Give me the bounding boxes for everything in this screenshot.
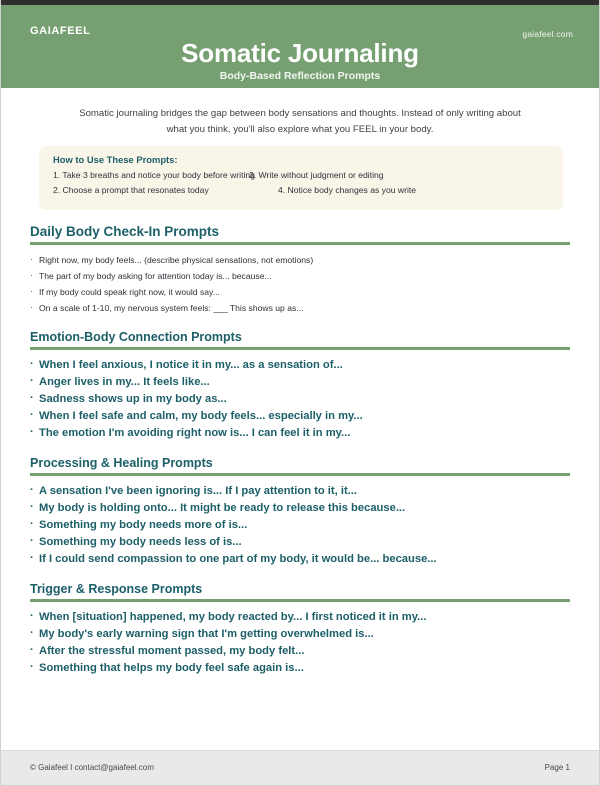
- prompt-item: · Something my body needs less of is...: [30, 534, 570, 551]
- how-to-step: 3. Write without judgment or editing: [249, 170, 384, 180]
- prompt-item: · When I feel safe and calm, my body feels... especially in my...: [30, 408, 570, 425]
- how-to-step: 2. Choose a prompt that resonates today: [53, 185, 209, 195]
- section-divider: [30, 599, 570, 602]
- how-to-step: 4. Notice body changes as you write: [278, 185, 417, 195]
- prompt-list: [30, 483, 570, 568]
- section-heading: Processing & Healing Prompts: [30, 456, 213, 471]
- prompt-item: · Something that helps my body feel safe again is...: [30, 660, 570, 677]
- page-footer: [1, 750, 599, 785]
- prompt-item: · Anger lives in my... It feels like...: [30, 374, 570, 391]
- section-heading: Trigger & Response Prompts: [30, 582, 203, 597]
- prompt-item: · When I feel anxious, I notice it in my... as a sensation of...: [30, 357, 570, 374]
- prompt-item: · The part of my body asking for attention today is... because...: [30, 268, 570, 284]
- how-to-use-box: [39, 146, 563, 210]
- page-header: [1, 5, 599, 88]
- page-subtitle: Body-Based Reflection Prompts: [219, 70, 381, 82]
- how-to-use-title: How to Use These Prompts:: [53, 154, 178, 165]
- prompt-item: · Sadness shows up in my body as...: [30, 391, 570, 408]
- website-url: gaiafeel.com: [522, 29, 573, 39]
- section-trigger-response: [30, 582, 570, 677]
- section-emotion-body-connection: [30, 330, 570, 442]
- prompt-list: [30, 252, 570, 317]
- section-heading: Daily Body Check-In Prompts: [30, 223, 220, 239]
- prompt-item: · A sensation I've been ignoring is... If I pay attention to it, it...: [30, 483, 570, 500]
- how-to-step: 1. Take 3 breaths and notice your body before writing: [53, 170, 255, 180]
- prompt-item: · My body's early warning sign that I'm getting overwhelmed is...: [30, 626, 570, 643]
- prompt-item: · My body is holding onto... It might be ready to release this because...: [30, 500, 570, 517]
- footer-copyright: © Gaiafeel I contact@gaiafeel.com: [30, 763, 154, 772]
- section-divider: [30, 473, 570, 476]
- section-heading: Emotion-Body Connection Prompts: [30, 330, 242, 345]
- section-divider: [30, 242, 570, 245]
- page-title: Somatic Journaling: [181, 38, 419, 68]
- section-processing-healing: [30, 456, 570, 568]
- prompt-item: · On a scale of 1-10, my nervous system feels: ___ This shows up as...: [30, 300, 570, 316]
- footer-page-number: Page 1: [544, 763, 570, 772]
- prompt-item: · Right now, my body feels... (describe physical sensations, not emotions): [30, 252, 570, 268]
- section-divider: [30, 347, 570, 350]
- brand-logo: GAIAFEEL: [30, 25, 91, 37]
- prompt-list: [30, 357, 570, 442]
- prompt-list: [30, 609, 570, 677]
- prompt-item: · If my body could speak right now, it would say...: [30, 284, 570, 300]
- section-daily-body-check-in: [30, 224, 570, 317]
- prompt-item: · Something my body needs more of is...: [30, 517, 570, 534]
- prompt-item: · After the stressful moment passed, my body felt...: [30, 643, 570, 660]
- prompt-item: · If I could send compassion to one part of my body, it would be... because...: [30, 551, 570, 568]
- intro-paragraph: Somatic journaling bridges the gap between body sensations and thoughts. Instead of only writing about what you think, you'll also explore what you FEEL in your body.: [79, 108, 521, 135]
- prompt-item: · The emotion I'm avoiding right now is... I can feel it in my...: [30, 425, 570, 442]
- prompt-item: · When [situation] happened, my body reacted by... I first noticed it in my...: [30, 609, 570, 626]
- how-to-use-steps: [53, 170, 549, 200]
